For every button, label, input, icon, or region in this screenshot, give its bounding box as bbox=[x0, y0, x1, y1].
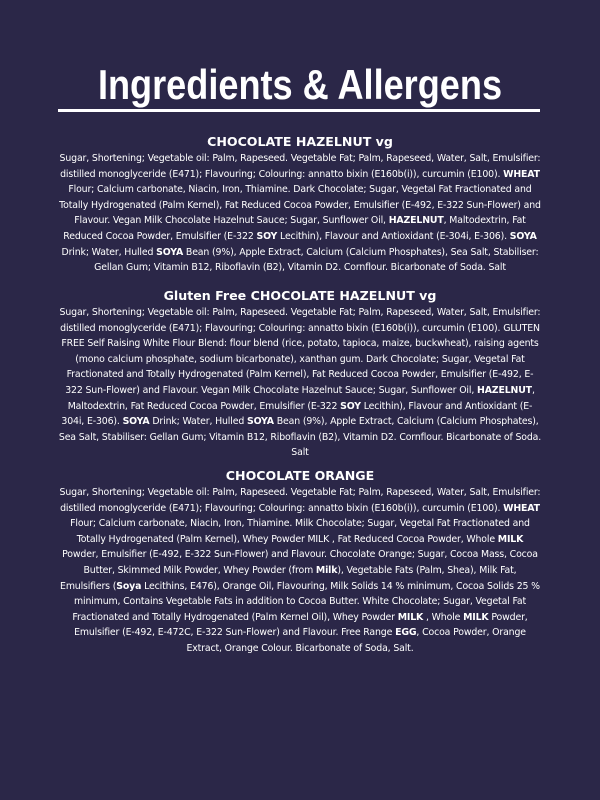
allergen-highlight: Milk bbox=[315, 564, 338, 576]
ingredient-text-segment: Sugar, Shortening; Vegetable oil: Palm, Rapeseed. Vegetable Fat; Palm, Rapeseed, Water, Salt, Emulsifier: distilled monoglyceride (E471); Flavouring; Colouring: annatto bixin (E160b(i)), curcumin (E100). GLUTEN FREE Self Raising White Flour Blend: flour blend (rice, potato, tapioca, maize, buckwheat), raising agents (mono calcium phosphate, sodium bicarbonate), xanthan gum. Dark Chocolate; Sugar, Vegetal Fat Fractionated and Totally Hydrogenated (Palm Kernel), Fat Reduced Cocoa Powder, Emulsifier (E-492, E-322 Sun-Flower) and Flavour. Vegan Milk Chocolate Hazelnut Sauce; Sugar, Sunflower Oil, bbox=[59, 307, 541, 396]
allergen-highlight: EGG bbox=[395, 627, 417, 639]
ingredients-text bbox=[58, 305, 542, 461]
ingredient-text-segment: Sugar, Shortening; Vegetable oil: Palm, Rapeseed. Vegetable Fat; Palm, Rapeseed, Water, Salt, Emulsifier: distilled monoglyceride (E471); Flavouring; Colouring: annatto bixin (E160b(i)), curcumin (E100). bbox=[59, 487, 541, 514]
allergen-highlight: SOYA bbox=[509, 230, 537, 242]
allergen-highlight: MILK bbox=[463, 611, 489, 623]
ingredient-text-segment: Bean (9%), Apple Extract, Calcium (Calcium Phosphates), Sea Salt, Stabiliser: Gellan Gum; Vitamin B12, Riboflavin (B2), Vitamin D2. Cornflour. Bicarbonate of Soda. Salt bbox=[94, 246, 539, 274]
allergen-highlight: MILK bbox=[397, 611, 424, 623]
ingredient-text-segment: , Whole bbox=[423, 611, 464, 623]
allergen-highlight: HAZELNUT bbox=[477, 384, 532, 396]
ingredient-text-segment: , Maltodextrin, Fat Reduced Cocoa Powder, Emulsifier (E-322 bbox=[63, 215, 526, 242]
ingredient-text-segment: Flour; Calcium carbonate, Niacin, Iron, Thiamine. Milk Chocolate; Sugar, Vegetal Fat Fractionated and Totally Hydrogenated (Palm Kernel), Whey Powder MILK , Fat Reduced Cocoa Powder, Whole bbox=[70, 518, 530, 545]
page-title: Ingredients & Allergens bbox=[97, 61, 503, 108]
allergen-highlight: SOY bbox=[340, 400, 361, 412]
ingredient-text-segment: , Cocoa Powder, Orange Extract, Orange Colour. Bicarbonate of Soda, Salt. bbox=[186, 627, 526, 654]
section-chocolate-hazelnut bbox=[58, 134, 542, 276]
allergen-highlight: WHEAT bbox=[503, 502, 540, 514]
ingredient-text-segment: Bean (9%), Apple Extract, Calcium (Calcium Phosphates), Sea Salt, Stabiliser: Gellan Gum; Vitamin B12, Riboflavin (B2), Vitamin D2. Cornflour. Bicarbonate of Soda. Salt bbox=[58, 416, 542, 459]
ingredient-text-segment: Drink; Water, Hulled bbox=[149, 416, 247, 428]
allergen-highlight: SOYA bbox=[122, 416, 150, 428]
allergen-highlight: SOYA bbox=[246, 416, 274, 428]
section-heading: CHOCOLATE ORANGE bbox=[225, 468, 375, 483]
ingredient-text-segment: Drink; Water, Hulled bbox=[61, 246, 157, 258]
section-chocolate-orange bbox=[58, 468, 542, 657]
ingredient-text-segment: ), Vegetable Fats (Palm, Shea), Milk Fat, Emulsifiers ( bbox=[60, 564, 517, 592]
ingredients-text bbox=[58, 485, 542, 657]
ingredient-text-segment: Lecithins, E476), Orange Oil, Flavouring, Milk Solids 14 % minimum, Cocoa Solids 25 % minimum, Contains Vegetable Fats in addition to Cocoa Butter. White Chocolate; Sugar, Vegetal Fat Fractionated and Totally Hydrogenated (Palm Kernel Oil), Whey Powder bbox=[72, 580, 540, 623]
allergen-highlight: Soya bbox=[116, 580, 142, 592]
section-heading: CHOCOLATE HAZELNUT vg bbox=[207, 134, 393, 149]
ingredient-text-segment: Lecithin), Flavour and Antioxidant (E-304i, E-306). bbox=[61, 400, 533, 428]
allergen-highlight: HAZELNUT bbox=[388, 215, 444, 227]
ingredient-text-segment: Lecithin), Flavour and Antioxidant (E-304i, E-306). bbox=[277, 230, 510, 242]
allergen-highlight: MILK bbox=[497, 533, 524, 545]
ingredient-text-segment: Powder, Emulsifier (E-492, E-322 Sun-Flower) and Flavour. Chocolate Orange; Sugar, Cocoa Mass, Cocoa Butter, Skimmed Milk Powder, Whey Powder (from bbox=[62, 549, 538, 576]
allergen-highlight: SOY bbox=[256, 230, 278, 242]
title-underline bbox=[58, 109, 540, 112]
ingredient-text-segment: , Maltodextrin, Fat Reduced Cocoa Powder, Emulsifier (E-322 bbox=[67, 384, 535, 412]
allergen-highlight: WHEAT bbox=[503, 168, 540, 180]
ingredient-text-segment: Powder, Emulsifier (E-492, E-472C, E-322 Sun-Flower) and Flavour. Free Range bbox=[74, 611, 528, 639]
ingredient-text-segment: Sugar, Shortening; Vegetable oil: Palm, Rapeseed. Vegetable Fat; Palm, Rapeseed, Water, Salt, Emulsifier: distilled monoglyceride (E471); Flavouring; Colouring: annatto bixin (E160b(i)), curcumin (E100). bbox=[59, 153, 541, 180]
ingredient-text-segment: Flour; Calcium carbonate, Niacin, Iron, Thiamine. Dark Chocolate; Sugar, Vegetal Fat Fractionated and Totally Hydrogenated (Palm Kernel), Fat Reduced Cocoa Powder, Emulsifier (E-492, E-322 Sun-Flower) and Flavour. Vegan Milk Chocolate Hazelnut Sauce; Sugar, Sunflower Oil, bbox=[59, 184, 541, 227]
section-gluten-free-chocolate-hazelnut bbox=[58, 288, 542, 461]
section-heading: Gluten Free CHOCOLATE HAZELNUT vg bbox=[163, 288, 437, 303]
ingredients-text bbox=[58, 151, 542, 276]
allergen-highlight: SOYA bbox=[156, 246, 184, 258]
